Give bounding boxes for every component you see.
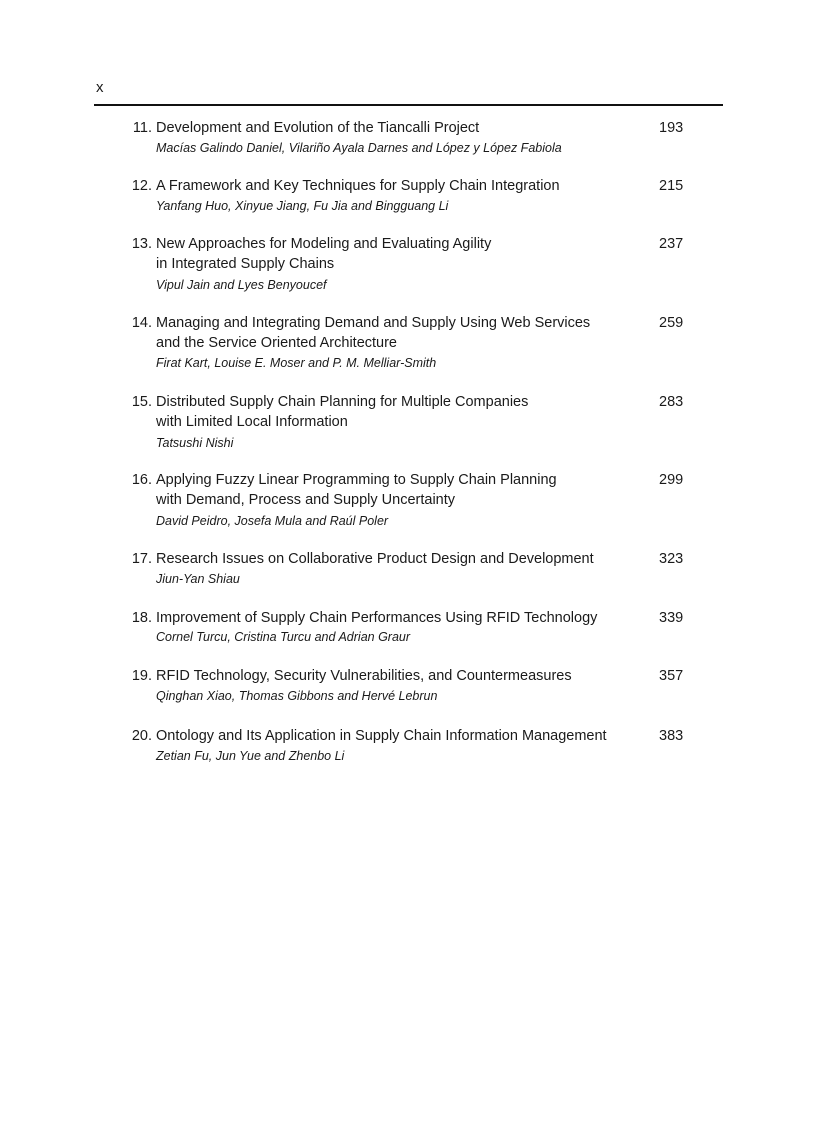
entry-page-number: 193 bbox=[659, 120, 684, 136]
entry-title bbox=[156, 313, 651, 353]
entry-page-number: 215 bbox=[659, 178, 684, 194]
entry-title-line: A Framework and Key Techniques for Supply Chain Integration bbox=[156, 178, 560, 194]
entry-title-line: RFID Technology, Security Vulnerabilities, and Countermeasures bbox=[156, 668, 572, 684]
entry-title-line: Ontology and Its Application in Supply Chain Information Management bbox=[156, 728, 607, 744]
entry-title-line: Managing and Integrating Demand and Supply Using Web Services bbox=[156, 315, 591, 331]
entry-number: 19. bbox=[131, 668, 152, 684]
entry-authors: Tatsushi Nishi bbox=[156, 436, 234, 450]
entry-page-number: 323 bbox=[659, 551, 684, 567]
entry-page-number: 283 bbox=[659, 394, 684, 410]
entry-authors: Firat Kart, Louise E. Moser and P. M. Melliar-Smith bbox=[156, 356, 437, 370]
entry-title bbox=[156, 392, 651, 432]
entry-authors: Cornel Turcu, Cristina Turcu and Adrian Graur bbox=[156, 630, 411, 644]
entry-number: 13. bbox=[131, 236, 152, 252]
entry-authors: Qinghan Xiao, Thomas Gibbons and Hervé Lebrun bbox=[156, 689, 438, 703]
entry-title-line: Improvement of Supply Chain Performances Using RFID Technology bbox=[156, 610, 598, 626]
entry-authors: Zetian Fu, Jun Yue and Zhenbo Li bbox=[156, 749, 345, 763]
entry-authors: David Peidro, Josefa Mula and Raúl Poler bbox=[156, 514, 389, 528]
entry-title bbox=[156, 118, 651, 138]
entry-title-line: with Demand, Process and Supply Uncertainty bbox=[156, 492, 456, 508]
entry-title-line: in Integrated Supply Chains bbox=[156, 256, 335, 272]
entry-title bbox=[156, 666, 651, 686]
entry-page-number: 357 bbox=[659, 668, 684, 684]
entry-title-line: Applying Fuzzy Linear Programming to Supply Chain Planning bbox=[156, 472, 557, 488]
entry-number: 15. bbox=[131, 394, 152, 410]
entry-title-line: with Limited Local Information bbox=[156, 414, 348, 430]
entry-title bbox=[156, 470, 651, 510]
entry-title bbox=[156, 549, 651, 569]
entry-number: 18. bbox=[131, 610, 152, 626]
entry-title-line: New Approaches for Modeling and Evaluating Agility bbox=[156, 236, 492, 252]
page-number: x bbox=[96, 79, 104, 96]
entry-number: 12. bbox=[131, 178, 152, 194]
entry-page-number: 339 bbox=[659, 610, 684, 626]
entry-page-number: 383 bbox=[659, 728, 684, 744]
entry-title bbox=[156, 176, 651, 196]
entry-page-number: 299 bbox=[659, 472, 684, 488]
entry-title-line: Research Issues on Collaborative Product Design and Development bbox=[156, 551, 594, 567]
entry-title bbox=[156, 234, 651, 274]
entry-number: 16. bbox=[131, 472, 152, 488]
entry-number: 14. bbox=[131, 315, 152, 331]
entry-title bbox=[156, 726, 651, 746]
entry-authors: Jiun-Yan Shiau bbox=[156, 572, 240, 586]
entry-authors: Vipul Jain and Lyes Benyoucef bbox=[156, 278, 327, 292]
entry-title-line: and the Service Oriented Architecture bbox=[156, 335, 397, 351]
entry-authors: Macías Galindo Daniel, Vilariño Ayala Darnes and López y López Fabiola bbox=[156, 141, 562, 155]
entry-page-number: 237 bbox=[659, 236, 684, 252]
entry-title bbox=[156, 608, 651, 628]
entry-authors: Yanfang Huo, Xinyue Jiang, Fu Jia and Bingguang Li bbox=[156, 199, 449, 213]
entry-number: 20. bbox=[131, 728, 152, 744]
entry-page-number: 259 bbox=[659, 315, 684, 331]
entry-title-line: Distributed Supply Chain Planning for Multiple Companies bbox=[156, 394, 529, 410]
entry-title-line: Development and Evolution of the Tiancalli Project bbox=[156, 120, 480, 136]
entry-number: 11. bbox=[132, 120, 152, 136]
entry-number: 17. bbox=[131, 551, 152, 567]
